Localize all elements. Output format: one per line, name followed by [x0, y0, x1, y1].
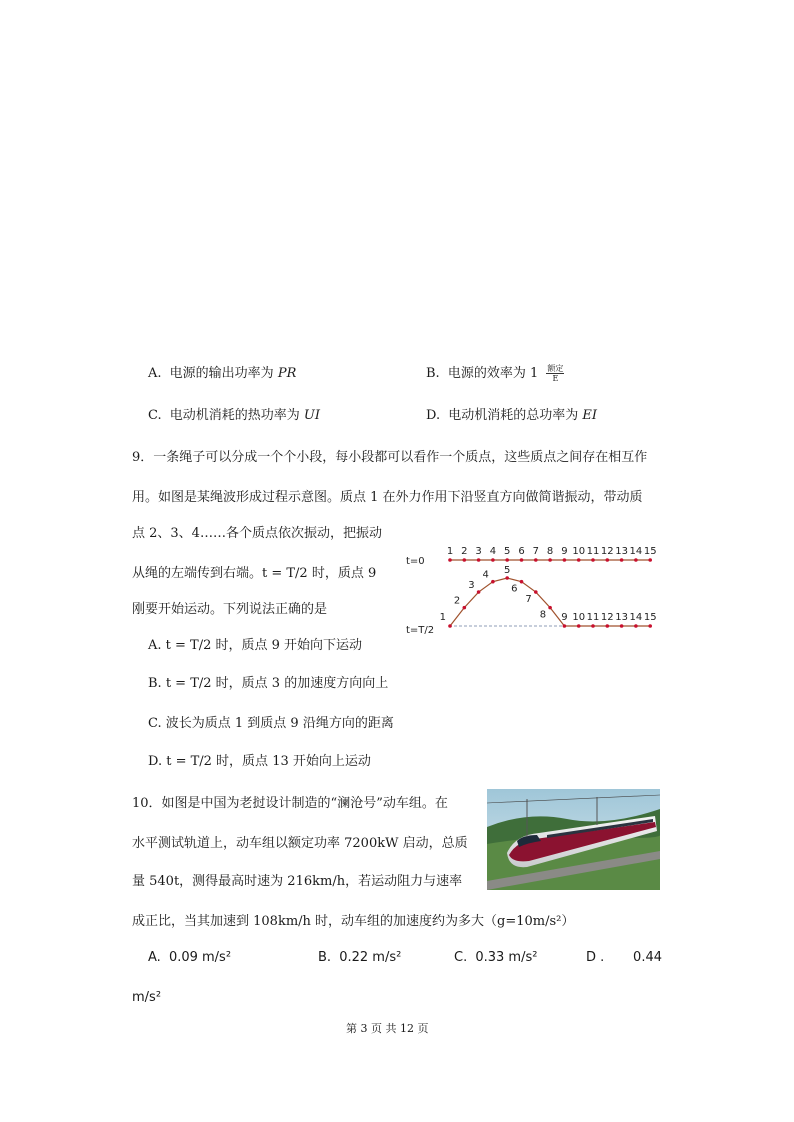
label-t-half-3: 3: [468, 580, 475, 592]
q8-option-c-letter: C.: [148, 408, 162, 423]
point-t-half-11: [591, 624, 595, 628]
label-t0-6: 6: [518, 546, 525, 557]
t0-label: t=0: [406, 556, 425, 567]
label-t-half-13: 13: [615, 612, 628, 623]
q10-option-b-value: 0.22 m/s²: [339, 950, 402, 965]
q8-option-d-letter: D.: [426, 408, 441, 423]
q10-option-a-letter: A.: [148, 950, 161, 965]
q8-option-b-letter: B.: [426, 366, 440, 381]
point-t0-5: [505, 558, 509, 562]
label-t-half-5: 5: [504, 565, 511, 576]
q10-option-d-unit: m/s²: [132, 990, 162, 1005]
q8-option-b-frac-den: E: [552, 374, 559, 383]
q10-option-c-value: 0.33 m/s²: [475, 950, 538, 965]
point-t-half-5: [505, 576, 509, 580]
q8-option-d-math: EI: [582, 408, 598, 423]
q8-option-b-frac-num: 额定: [547, 364, 564, 373]
rope-wave-svg: [404, 536, 660, 638]
point-t0-11: [591, 558, 595, 562]
point-t0-8: [548, 558, 552, 562]
q8-option-a-text: 电源的输出功率为: [169, 366, 274, 381]
q10-line-1: 10．如图是中国为老挝设计制造的“澜沧号”动车组。在: [132, 796, 448, 811]
point-t0-9: [563, 558, 567, 562]
q8-option-c-text: 电动机消耗的热功率为: [169, 408, 300, 423]
point-t0-1: [448, 558, 452, 562]
point-t0-7: [534, 558, 538, 562]
point-t-half-12: [606, 624, 610, 628]
rope-wave-figure: [404, 536, 660, 638]
q9-option-c: C. 波长为质点 1 到质点 9 沿绳方向的距离: [148, 716, 394, 731]
point-t-half-9: [563, 624, 567, 628]
q9-option-a: A. t = T/2 时，质点 9 开始向下运动: [148, 638, 363, 653]
q8-option-d-text: 电动机消耗的总功率为: [448, 408, 579, 423]
label-t0-2: 2: [461, 546, 468, 557]
label-t-half-2: 2: [453, 595, 461, 607]
q10-option-a: [148, 950, 231, 965]
point-t-half-13: [620, 624, 624, 628]
label-t-half-11: 11: [586, 612, 600, 623]
point-t0-14: [634, 558, 638, 562]
q9-option-b: B. t = T/2 时，质点 3 的加速度方向向上: [148, 676, 389, 691]
point-t-half-7: [534, 590, 538, 594]
label-t0-15: 15: [643, 546, 657, 557]
label-t0-7: 7: [532, 546, 539, 557]
q10-line-2: 水平测试轨道上，动车组以额定功率 7200kW 启动，总质: [132, 836, 468, 851]
q10-option-d-letter: D .: [586, 950, 605, 965]
label-t-half-1: 1: [439, 612, 446, 623]
label-t-half-9: 9: [561, 612, 568, 623]
label-t-half-10: 10: [572, 612, 586, 623]
point-t0-2: [463, 558, 467, 562]
q10-option-d-value: 0.44: [633, 950, 662, 965]
label-t0-1: 1: [446, 546, 454, 557]
page-number-footer: 第 3 页 共 12 页: [346, 1022, 429, 1035]
label-t0-11: 11: [586, 546, 600, 557]
point-t0-10: [577, 558, 581, 562]
label-t0-12: 12: [600, 546, 614, 557]
label-t0-10: 10: [572, 546, 586, 557]
point-t0-4: [491, 558, 495, 562]
label-t-half-8: 8: [539, 609, 547, 621]
label-t-half-12: 12: [600, 612, 614, 623]
q10-line-4: 成正比，当其加速到 108km/h 时，动车组的加速度约为多大（g=10m/s²）: [132, 914, 575, 929]
label-t0-3: 3: [475, 546, 482, 557]
label-t-half-15: 15: [643, 612, 657, 623]
q8-option-b: [426, 362, 564, 383]
label-t0-14: 14: [629, 546, 643, 557]
point-t0-15: [648, 558, 652, 562]
q8-option-c-math: UI: [303, 408, 321, 423]
point-t-half-1: [448, 624, 452, 628]
q8-option-a-letter: A.: [148, 366, 162, 381]
label-t0-8: 8: [546, 546, 554, 557]
label-t-half-14: 14: [629, 612, 643, 623]
point-t-half-14: [634, 624, 638, 628]
point-t0-13: [620, 558, 624, 562]
q8-option-a-math: PR: [277, 366, 297, 381]
q10-line-3: 量 540t，测得最高时速为 216km/h，若运动阻力与速率: [132, 874, 463, 889]
point-t-half-3: [477, 590, 481, 594]
q9-line-4: 从绳的左端传到右端。t = T/2 时，质点 9: [132, 566, 377, 581]
point-t-half-8: [548, 606, 552, 610]
q10-option-d: [586, 950, 662, 965]
q8-option-d: [426, 404, 597, 423]
label-t0-5: 5: [504, 546, 511, 557]
q10-option-b-letter: B.: [318, 950, 332, 965]
point-t-half-4: [491, 580, 495, 584]
point-t-half-6: [520, 580, 524, 584]
label-t0-13: 13: [615, 546, 628, 557]
label-t-half-4: 4: [482, 569, 489, 581]
label-t-half-6: 6: [511, 583, 518, 595]
point-t-half-15: [648, 624, 652, 628]
q10-option-c-letter: C.: [454, 950, 468, 965]
label-t-half-7: 7: [525, 594, 532, 606]
q9-line-5: 刚要开始运动。下列说法正确的是: [132, 602, 328, 617]
q8-option-c: [148, 404, 320, 423]
point-t0-6: [520, 558, 524, 562]
label-t0-4: 4: [489, 546, 497, 557]
q9-line-1: 9．一条绳子可以分成一个个小段，每小段都可以看作一个质点，这些质点之间存在相互作: [132, 450, 648, 465]
q8-option-a: [148, 362, 296, 381]
point-t-half-10: [577, 624, 581, 628]
q10-option-c: [454, 950, 537, 965]
q9-line-2: 用。如图是某绳波形成过程示意图。质点 1 在外力作用下沿竖直方向做简谐振动，带动质: [132, 490, 643, 505]
label-t0-9: 9: [561, 546, 568, 557]
q9-option-d: D. t = T/2 时，质点 13 开始向上运动: [148, 754, 371, 769]
point-t0-3: [477, 558, 481, 562]
points-t-half: [440, 565, 657, 628]
q8-option-b-text: 电源的效率为 1: [447, 366, 539, 381]
point-t0-12: [606, 558, 610, 562]
train-illustration: [487, 789, 660, 890]
point-t-half-2: [463, 606, 467, 610]
q10-option-a-value: 0.09 m/s²: [168, 950, 232, 965]
train-photo: [487, 789, 660, 890]
q10-option-b: [318, 950, 401, 965]
q8-option-b-fraction: [546, 364, 564, 383]
t-half-label: t=T/2: [406, 625, 435, 636]
q9-line-3: 点 2、3、4……各个质点依次振动，把振动: [132, 526, 382, 541]
